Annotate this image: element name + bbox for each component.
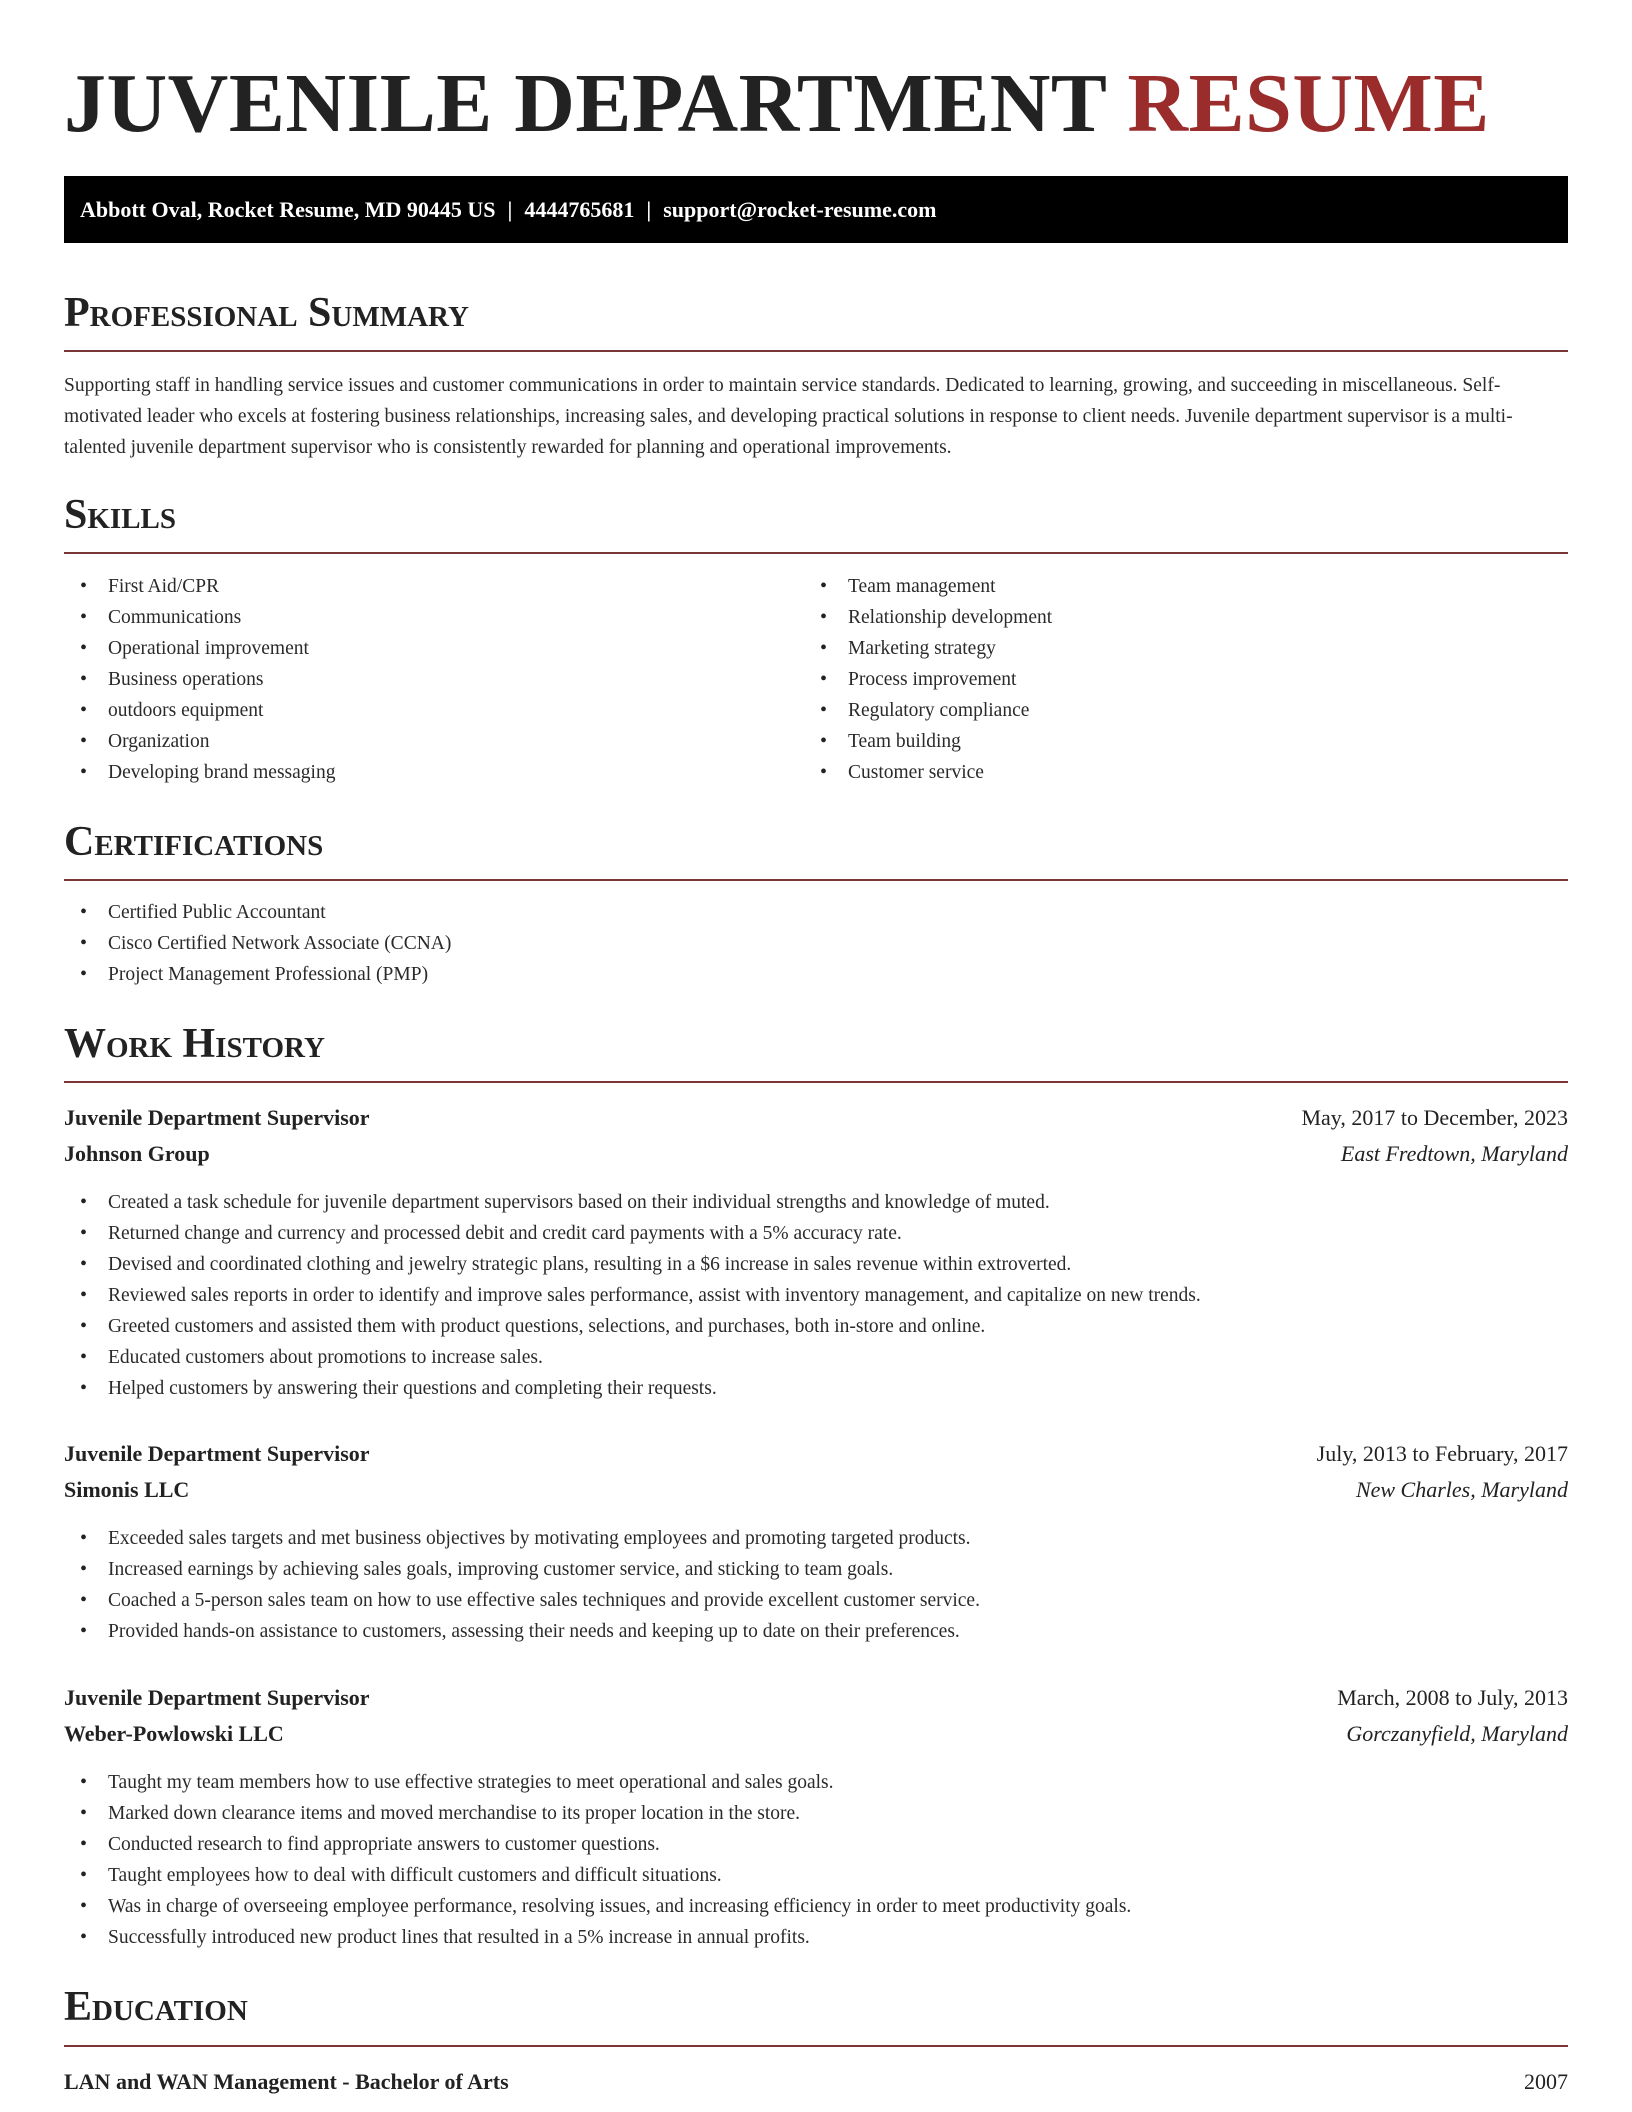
job-dates: May, 2017 to December, 2023 xyxy=(1301,1105,1568,1130)
skill-item: • Developing brand messaging xyxy=(64,757,335,788)
job-company-row xyxy=(64,1716,1568,1752)
job-company-row xyxy=(64,1472,1568,1508)
job-duty: • Greeted customers and assisted them with product questions, selections, and purchases, both in-store and online. xyxy=(64,1311,1201,1342)
certification-item: • Project Management Professional (PMP) xyxy=(64,959,451,990)
job-duty: • Helped customers by answering their questions and completing their requests. xyxy=(64,1373,1201,1404)
skill-item: • Business operations xyxy=(64,664,335,695)
title-main: JUVENILE DEPARTMENT xyxy=(64,57,1106,150)
skill-item: • Process improvement xyxy=(804,664,1052,695)
job-duties-list xyxy=(64,1187,1201,1404)
title-accent: RESUME xyxy=(1127,57,1490,150)
skills-heading: Skills xyxy=(64,492,177,538)
job-duty: • Coached a 5-person sales team on how to use effective sales techniques and provide excellent customer service. xyxy=(64,1585,980,1616)
job-duties-list xyxy=(64,1523,980,1647)
skill-item: • Customer service xyxy=(804,757,1052,788)
contact-email: support@rocket-resume.com xyxy=(663,197,937,222)
summary-text: Supporting staff in handling service issues and customer communications in order to maintain service standards. Dedicated to learning, growing, and succeeding in miscellaneous. Self-motivated leader who excels at fostering business relationships, increasing sales, and developing practical solutions in response to client needs. Juvenile department supervisor is a multi-talented juvenile department supervisor who is consistently rewarded for planning and operational improvements. xyxy=(64,375,1513,458)
education-heading: Education xyxy=(64,1984,248,2030)
education-row xyxy=(64,2064,1568,2100)
job-duty: • Devised and coordinated clothing and jewelry strategic plans, resulting in a $6 increase in sales revenue within extroverted. xyxy=(64,1249,1201,1280)
skill-item: • Team management xyxy=(804,571,1052,602)
section-divider xyxy=(64,879,1568,881)
certifications-heading: Certifications xyxy=(64,819,324,865)
skills-list-left xyxy=(64,571,335,788)
job-title: Juvenile Department Supervisor xyxy=(64,1105,370,1130)
job-location: New Charles, Maryland xyxy=(1355,1477,1568,1502)
contact-address: Abbott Oval, Rocket Resume, MD 90445 US xyxy=(80,197,496,222)
section-divider xyxy=(64,2045,1568,2047)
job-duty: • Increased earnings by achieving sales goals, improving customer service, and sticking to team goals. xyxy=(64,1554,980,1585)
job-company: Simonis LLC xyxy=(64,1477,190,1502)
certification-item: • Certified Public Accountant xyxy=(64,897,451,928)
contact-bar xyxy=(64,176,1568,243)
contact-separator: | xyxy=(646,197,652,222)
job-location: East Fredtown, Maryland xyxy=(1340,1141,1568,1166)
job-title-row xyxy=(64,1680,1568,1716)
job-dates: March, 2008 to July, 2013 xyxy=(1337,1685,1568,1710)
job-title: Juvenile Department Supervisor xyxy=(64,1685,370,1710)
skill-item: • First Aid/CPR xyxy=(64,571,335,602)
job-title-row xyxy=(64,1100,1568,1136)
job-duty: • Educated customers about promotions to increase sales. xyxy=(64,1342,1201,1373)
contact-phone: 4444765681 xyxy=(524,197,635,222)
contact-separator: | xyxy=(507,197,513,222)
skill-item: • Marketing strategy xyxy=(804,633,1052,664)
section-divider xyxy=(64,350,1568,352)
education-year: 2007 xyxy=(1524,2069,1568,2094)
job-duty: • Marked down clearance items and moved merchandise to its proper location in the store. xyxy=(64,1798,1131,1829)
skill-item: • Communications xyxy=(64,602,335,633)
job-duty: • Taught employees how to deal with difficult customers and difficult situations. xyxy=(64,1860,1131,1891)
skill-item: • outdoors equipment xyxy=(64,695,335,726)
resume-title xyxy=(64,56,1490,152)
skill-item: • Relationship development xyxy=(804,602,1052,633)
job-duty: • Taught my team members how to use effective strategies to meet operational and sales goals. xyxy=(64,1767,1131,1798)
certifications-list xyxy=(64,897,451,990)
job-location: Gorczanyfield, Maryland xyxy=(1346,1721,1568,1746)
skill-item: • Regulatory compliance xyxy=(804,695,1052,726)
job-company: Johnson Group xyxy=(64,1141,210,1166)
section-divider xyxy=(64,1081,1568,1083)
skill-item: • Operational improvement xyxy=(64,633,335,664)
section-divider xyxy=(64,552,1568,554)
summary-heading: Professional Summary xyxy=(64,290,469,336)
job-duty: • Returned change and currency and processed debit and credit card payments with a 5% accuracy rate. xyxy=(64,1218,1201,1249)
certification-item: • Cisco Certified Network Associate (CCNA) xyxy=(64,928,451,959)
job-duty: • Successfully introduced new product lines that resulted in a 5% increase in annual profits. xyxy=(64,1922,1131,1953)
job-dates: July, 2013 to February, 2017 xyxy=(1316,1441,1568,1466)
job-duty: • Conducted research to find appropriate answers to customer questions. xyxy=(64,1829,1131,1860)
job-duties-list xyxy=(64,1767,1131,1953)
job-company-row xyxy=(64,1136,1568,1172)
job-duty: • Created a task schedule for juvenile department supervisors based on their individual strengths and knowledge of muted. xyxy=(64,1187,1201,1218)
job-duty: • Exceeded sales targets and met business objectives by motivating employees and promoting targeted products. xyxy=(64,1523,980,1554)
skill-item: • Organization xyxy=(64,726,335,757)
job-duty: • Was in charge of overseeing employee performance, resolving issues, and increasing efficiency in order to meet productivity goals. xyxy=(64,1891,1131,1922)
job-title-row xyxy=(64,1436,1568,1472)
education-degree: LAN and WAN Management - Bachelor of Arts xyxy=(64,2069,509,2094)
job-company: Weber-Powlowski LLC xyxy=(64,1721,284,1746)
work-history-heading: Work History xyxy=(64,1021,325,1067)
job-title: Juvenile Department Supervisor xyxy=(64,1441,370,1466)
job-duty: • Provided hands-on assistance to customers, assessing their needs and keeping up to date on their preferences. xyxy=(64,1616,980,1647)
skills-list-right xyxy=(804,571,1052,788)
job-duty: • Reviewed sales reports in order to identify and improve sales performance, assist with inventory management, and capitalize on new trends. xyxy=(64,1280,1201,1311)
skill-item: • Team building xyxy=(804,726,1052,757)
